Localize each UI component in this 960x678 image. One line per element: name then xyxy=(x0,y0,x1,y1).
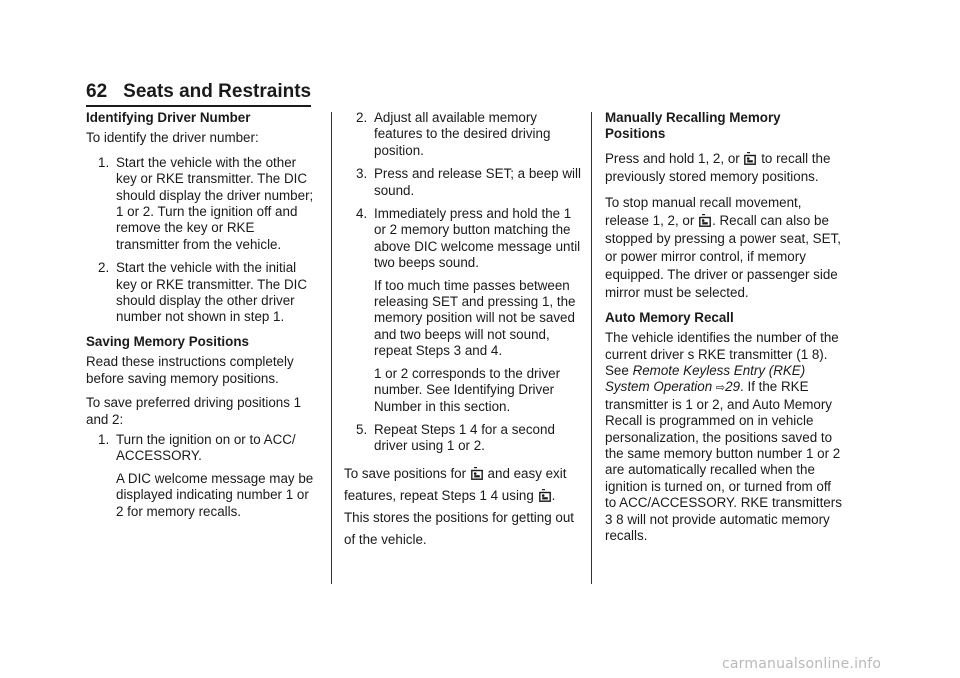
step-text: Adjust all available memory features to the desired driving position. xyxy=(374,110,551,158)
step-number: 1. xyxy=(98,431,110,447)
step-number: 4. xyxy=(356,206,368,222)
text-segment: . This stores the positions for getting out of the vehicle. xyxy=(344,487,574,547)
exit-memory-button-icon xyxy=(744,152,756,165)
heading-saving-memory: Saving Memory Positions xyxy=(86,333,249,349)
page-reference-arrow-icon: ⇨ xyxy=(715,382,726,395)
text-segment: . If the RKE transmitter is 1 or 2, and Auto Memory Recall is programmed on in vehicle personalization, the positions saved to the same memory button number 1 or 2 are automatically recalled when the ignition is turned on, or turned from off to ACC/ACCESSORY. RKE transmitters 3 8 will not provide automatic memory recalls. xyxy=(605,379,842,544)
step-number: 1. xyxy=(98,154,110,170)
text-segment: and easy exit features, repeat Steps 1 4 using xyxy=(344,465,567,503)
exit-positions-paragraph xyxy=(344,463,584,551)
paragraph xyxy=(605,150,843,186)
list-item xyxy=(344,166,584,199)
section-title: Seats and Restraints xyxy=(123,81,312,102)
text-segment: . Recall can also be stopped by pressing a power seat, SET, or power mirror control, if memory equipped. The driver or passenger side mirror must be selected. xyxy=(605,212,841,300)
step-text: Start the vehicle with the other key or RKE transmitter. The DIC should display the driver number; 1 or 2. Turn the ignition off and remove the key or RKE transmitter from the vehicle. xyxy=(116,154,314,252)
column-1 xyxy=(86,110,318,528)
step-number: 2. xyxy=(98,260,110,276)
page-reference-number[interactable]: 29 xyxy=(725,379,741,395)
step-subtext: If too much time passes between releasing SET and pressing 1, the memory position will not be saved and two beeps will not sound, repeat Steps 3 and 4. xyxy=(374,277,576,359)
list-item xyxy=(344,422,584,455)
page-number: 62 xyxy=(86,81,108,102)
column-divider-2 xyxy=(591,112,592,584)
list-item xyxy=(86,260,318,326)
step-number: 3. xyxy=(356,166,368,182)
exit-memory-button-icon xyxy=(699,214,711,227)
step-subtext: 1 or 2 corresponds to the driver number. See Identifying Driver Number in this section. xyxy=(374,365,561,414)
text-segment: Press and hold 1, 2, or xyxy=(605,150,740,166)
header-rule xyxy=(86,105,311,107)
steps-save-list-cont xyxy=(344,110,584,455)
list-item xyxy=(86,155,318,253)
intro-text: To identify the driver number: xyxy=(86,130,259,146)
step-subtext: A DIC welcome message may be displayed indicating number 1 or 2 for memory recalls. xyxy=(116,470,314,519)
text-segment: To stop manual recall movement, release 1, 2, or xyxy=(605,194,802,228)
step-text: Immediately press and hold the 1 or 2 memory button matching the above DIC welcome message until two beeps sound. xyxy=(374,206,581,271)
heading-identifying-driver: Identifying Driver Number xyxy=(86,110,251,125)
list-item xyxy=(86,432,318,520)
page-header xyxy=(86,81,311,107)
text-segment: to recall the previously stored memory positions. xyxy=(605,150,831,184)
column-divider-1 xyxy=(331,112,332,584)
step-text: Press and release SET; a beep will sound. xyxy=(374,166,581,198)
column-2 xyxy=(344,110,584,559)
paragraph xyxy=(605,330,843,544)
exit-memory-button-icon xyxy=(471,467,483,480)
text-segment: The vehicle identifies the number of the current driver s RKE transmitter (1 8). See xyxy=(605,330,839,379)
paragraph: To save preferred driving positions 1 and 2: xyxy=(86,395,302,427)
exit-memory-button-icon xyxy=(539,489,551,502)
steps-save-list xyxy=(86,432,318,520)
list-item xyxy=(344,110,584,159)
heading-auto-memory-recall: Auto Memory Recall xyxy=(605,309,734,325)
header-text xyxy=(86,81,311,103)
step-text: Turn the ignition on or to ACC/ ACCESSORY. xyxy=(116,431,296,464)
step-text: Start the vehicle with the initial key or RKE transmitter. The DIC should display the other driver number not shown in step 1. xyxy=(116,260,307,325)
steps-identify-list xyxy=(86,155,318,326)
paragraph: Read these instructions completely before saving memory positions. xyxy=(86,354,294,386)
column-3 xyxy=(605,110,843,553)
heading-manual-recall: Manually Recalling Memory Positions xyxy=(605,110,781,142)
text-segment: To save positions for xyxy=(344,465,467,481)
step-text: Repeat Steps 1 4 for a second driver using 1 or 2. xyxy=(374,421,555,454)
watermark: carmanualsonline.info xyxy=(722,656,882,672)
list-item xyxy=(344,206,584,415)
step-number: 2. xyxy=(356,110,368,125)
paragraph xyxy=(605,194,843,302)
cross-reference-link[interactable]: Remote Keyless Entry (RKE) System Operation xyxy=(605,363,806,395)
step-number: 5. xyxy=(356,421,368,437)
